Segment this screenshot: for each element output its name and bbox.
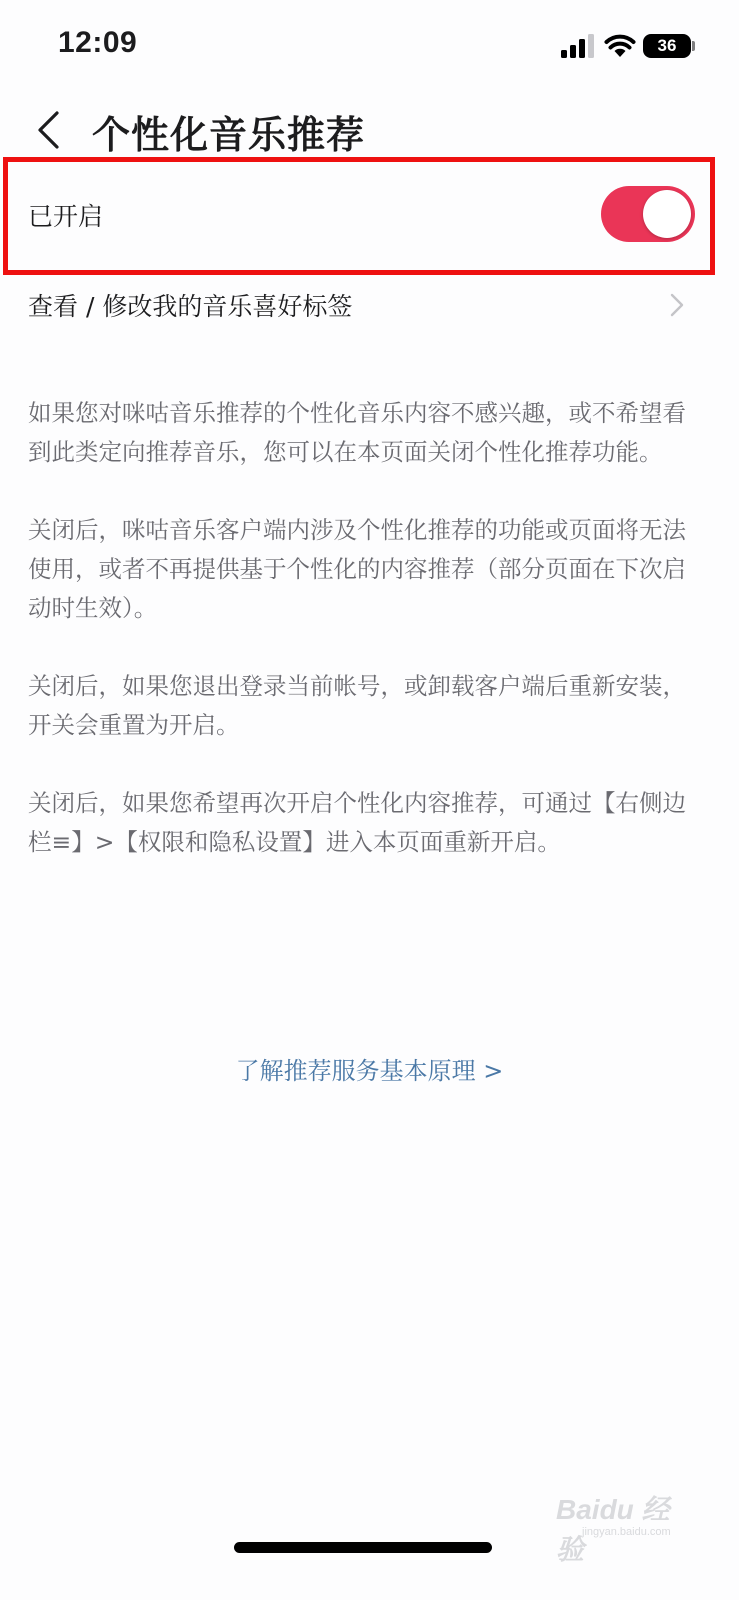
- baidu-jingyan-watermark: [556, 1488, 696, 1565]
- music-preference-tags-row[interactable]: [0, 270, 739, 338]
- battery-level: 36: [657, 36, 677, 55]
- watermark-url: jingyan.baidu.com: [582, 1526, 671, 1538]
- home-indicator[interactable]: [234, 1542, 492, 1553]
- toggle-knob: [643, 190, 691, 238]
- chevron-left-icon: [26, 105, 74, 153]
- wifi-icon: [604, 32, 636, 58]
- back-button[interactable]: [26, 105, 74, 153]
- description-text: [28, 394, 688, 901]
- learn-recommendation-principles-link[interactable]: 了解推荐服务基本原理 >: [235, 1057, 504, 1085]
- chevron-right-icon: [668, 292, 686, 318]
- watermark-brand: Baidu 经验: [556, 1494, 670, 1565]
- tags-row-label: 查看 / 修改我的音乐喜好标签: [28, 292, 353, 321]
- description-paragraph: 关闭后，如果您退出登录当前帐号，或卸载客户端后重新安装，开关会重置为开启。: [28, 672, 686, 739]
- cellular-signal-icon: [561, 34, 595, 58]
- battery-cap: [692, 41, 695, 51]
- description-paragraph: 关闭后，如果您希望再次开启个性化内容推荐，可通过【右侧边栏≡】>【权限和隐私设置】进入本页面重新开启。: [28, 789, 686, 856]
- personalized-recommendation-toggle[interactable]: [601, 186, 695, 242]
- status-time: 12:09: [58, 26, 138, 59]
- battery-icon: [643, 34, 691, 58]
- page-title: 个性化音乐推荐: [92, 113, 366, 157]
- toggle-status-label: 已开启: [28, 202, 104, 231]
- description-paragraph: 关闭后，咪咕音乐客户端内涉及个性化推荐的功能或页面将无法使用，或者不再提供基于个性化的内容推荐（部分页面在下次启动时生效）。: [28, 516, 686, 622]
- status-bar: [0, 0, 739, 96]
- description-paragraph: 如果您对咪咕音乐推荐的个性化音乐内容不感兴趣，或不希望看到此类定向推荐音乐，您可以在本页面关闭个性化推荐功能。: [28, 399, 686, 466]
